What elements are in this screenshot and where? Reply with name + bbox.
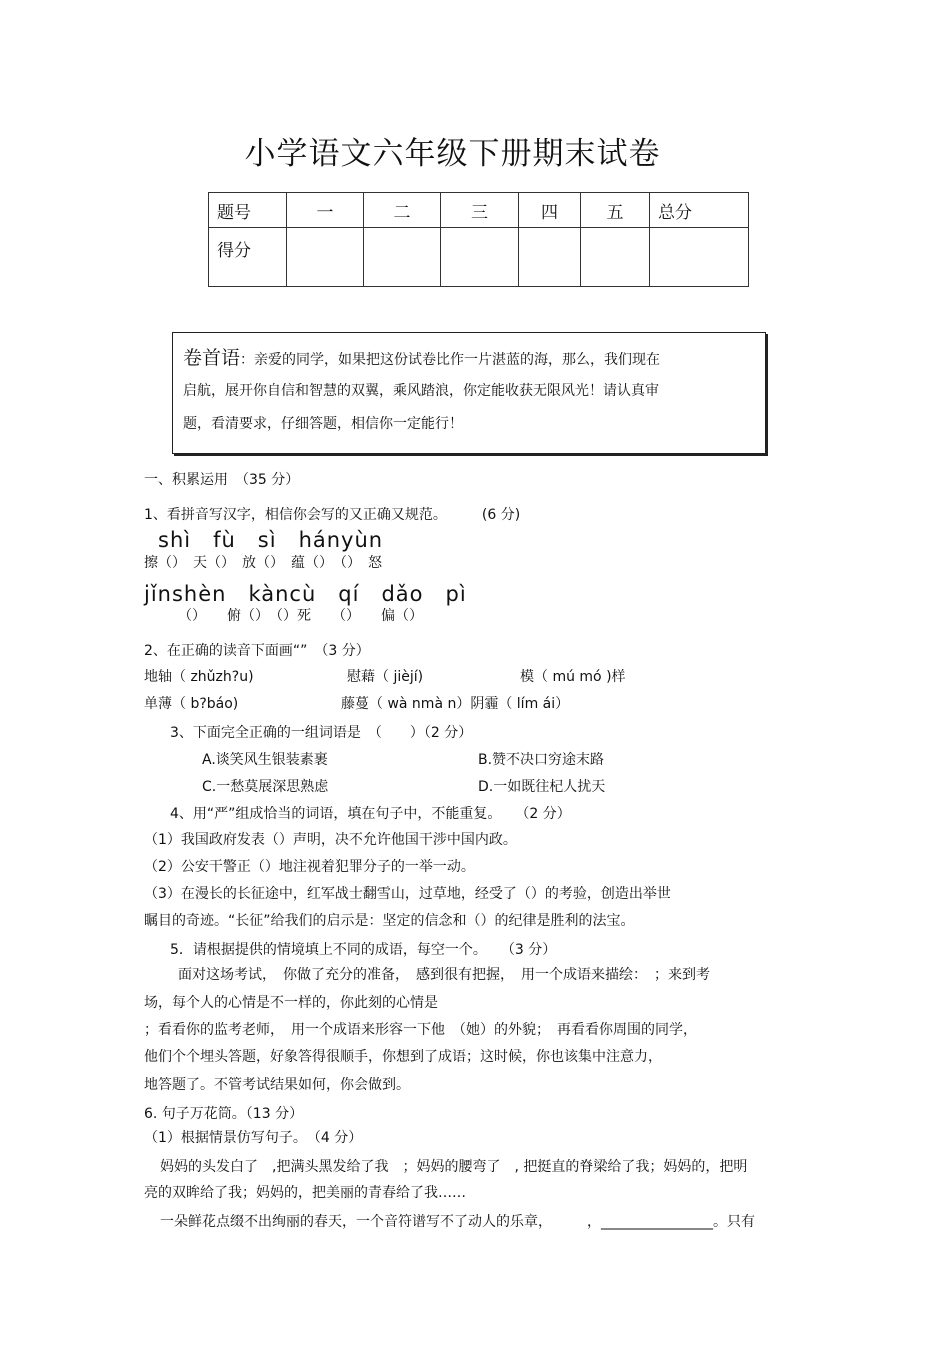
question-4-item: （2）公安干警正（）地注视着犯罪分子的一举一动。 xyxy=(144,859,475,875)
intro-line-1 xyxy=(183,343,660,370)
question-2-item: 单薄（ b?báo) xyxy=(144,696,239,712)
score-cell xyxy=(441,228,519,287)
score-cell xyxy=(364,228,441,287)
score-table xyxy=(208,192,749,287)
question-3-option-a: A.谈笑风生银装素裹 xyxy=(202,752,328,768)
header-cell-3: 三 xyxy=(441,193,519,228)
question-6: 6. 句子万花筒。（13 分） xyxy=(144,1106,304,1122)
score-cell xyxy=(519,228,581,287)
hanzi-row-1: 擦（） 天（） 放（） 蕴（） （） 怒 xyxy=(144,555,382,571)
question-5-text: 他们个个埋头答题，好象答得很顺手，你想到了成语；这时候，你也该集中注意力， xyxy=(144,1049,662,1065)
section-1-heading: 一、积累运用 （35 分） xyxy=(144,472,300,488)
question-3: 3、下面完全正确的一组词语是 （ ）（2 分） xyxy=(170,725,473,741)
question-4-item: 瞩目的奇迹。“长征”给我们的启示是：坚定的信念和（）的纪律是胜利的法宝。 xyxy=(144,913,635,929)
header-cell-1: 一 xyxy=(287,193,364,228)
question-5: 5．请根据提供的情境填上不同的成语，每空一个。 （3 分） xyxy=(170,942,557,958)
header-cell-2: 二 xyxy=(364,193,441,228)
question-3-option-d: D.一如既往杞人扰天 xyxy=(478,779,606,795)
score-table-score-row xyxy=(209,228,749,287)
hanzi-row-2: （） 俯（） （）死 （） 偏（） xyxy=(178,608,423,624)
score-cell xyxy=(650,228,749,287)
question-6-text: 亮的双眸给了我；妈妈的，把美丽的青春给了我…… xyxy=(144,1185,466,1201)
header-cell-total: 总分 xyxy=(650,193,749,228)
intro-line-2: 启航，展开你自信和智慧的双翼，乘风踏浪，你定能收获无限风光！请认真审 xyxy=(183,383,659,399)
intro-line-3: 题，看清要求，仔细答题，相信你一定能行！ xyxy=(183,416,463,432)
header-cell-number: 题号 xyxy=(209,193,287,228)
intro-lead: 卷首语 xyxy=(183,347,241,369)
intro-box xyxy=(172,332,766,454)
pinyin-row-2: jǐnshèn kàncù qí dǎo pì xyxy=(144,582,467,606)
question-2-item: 模（ mú mó )样 xyxy=(520,669,626,685)
score-cell xyxy=(581,228,650,287)
question-6-text: 妈妈的头发白了 ,把满头黑发给了我 ；妈妈的腰弯了 , 把挺直的脊梁给了我；妈妈的，把明 xyxy=(160,1159,748,1175)
question-3-option-c: C.一愁莫展深思熟虑 xyxy=(202,779,329,795)
score-table-header-row xyxy=(209,193,749,228)
score-cell xyxy=(287,228,364,287)
question-5-text: 场，每个人的心情是不一样的，你此刻的心情是 xyxy=(144,995,438,1011)
pinyin-row-1: shì fù sì hányùn xyxy=(158,528,384,552)
question-1: 1、看拼音写汉字，相信你会写的又正确又规范。 (6 分) xyxy=(144,507,521,523)
question-6-text: 一朵鲜花点缀不出绚丽的春天，一个音符谱写不了动人的乐章， ，________________。只有 xyxy=(160,1214,755,1230)
question-3-option-b: B.赞不决口穷途末路 xyxy=(478,752,605,768)
question-5-text: 面对这场考试， 你做了充分的准备， 感到很有把握， 用一个成语来描绘： ；来到考 xyxy=(178,967,710,983)
question-5-text: ；看看你的监考老师， 用一个成语来形容一下他 （她）的外貌； 再看看你周围的同学， xyxy=(144,1022,697,1038)
question-2-item: 藤蔓（ wà nmà n）阴霾（ lím ái） xyxy=(341,696,570,712)
score-row-label: 得分 xyxy=(209,228,287,287)
question-6-part-1: （1）根据情景仿写句子。 （4 分） xyxy=(144,1130,363,1146)
question-5-text: 地答题了。不管考试结果如何，你会做到。 xyxy=(144,1077,410,1093)
question-2-item: 慰藉（ jièjí) xyxy=(347,669,424,685)
question-2-item: 地轴（ zhǔzh?u) xyxy=(144,669,254,685)
intro-line-1-text: ：亲爱的同学，如果把这份试卷比作一片湛蓝的海，那么，我们现在 xyxy=(240,352,661,368)
header-cell-4: 四 xyxy=(519,193,581,228)
question-4: 4、用“严”组成恰当的词语，填在句子中，不能重复。 （2 分） xyxy=(170,806,571,822)
page-title: 小学语文六年级下册期末试卷 xyxy=(244,136,661,172)
question-2: 2、在正确的读音下面画“” （3 分） xyxy=(144,643,370,659)
question-4-item: （1）我国政府发表（）声明，决不允许他国干涉中国内政。 xyxy=(144,832,517,848)
question-4-item: （3）在漫长的长征途中，红军战士翻雪山，过草地，经受了（）的考验，创造出举世 xyxy=(144,886,671,902)
header-cell-5: 五 xyxy=(581,193,650,228)
